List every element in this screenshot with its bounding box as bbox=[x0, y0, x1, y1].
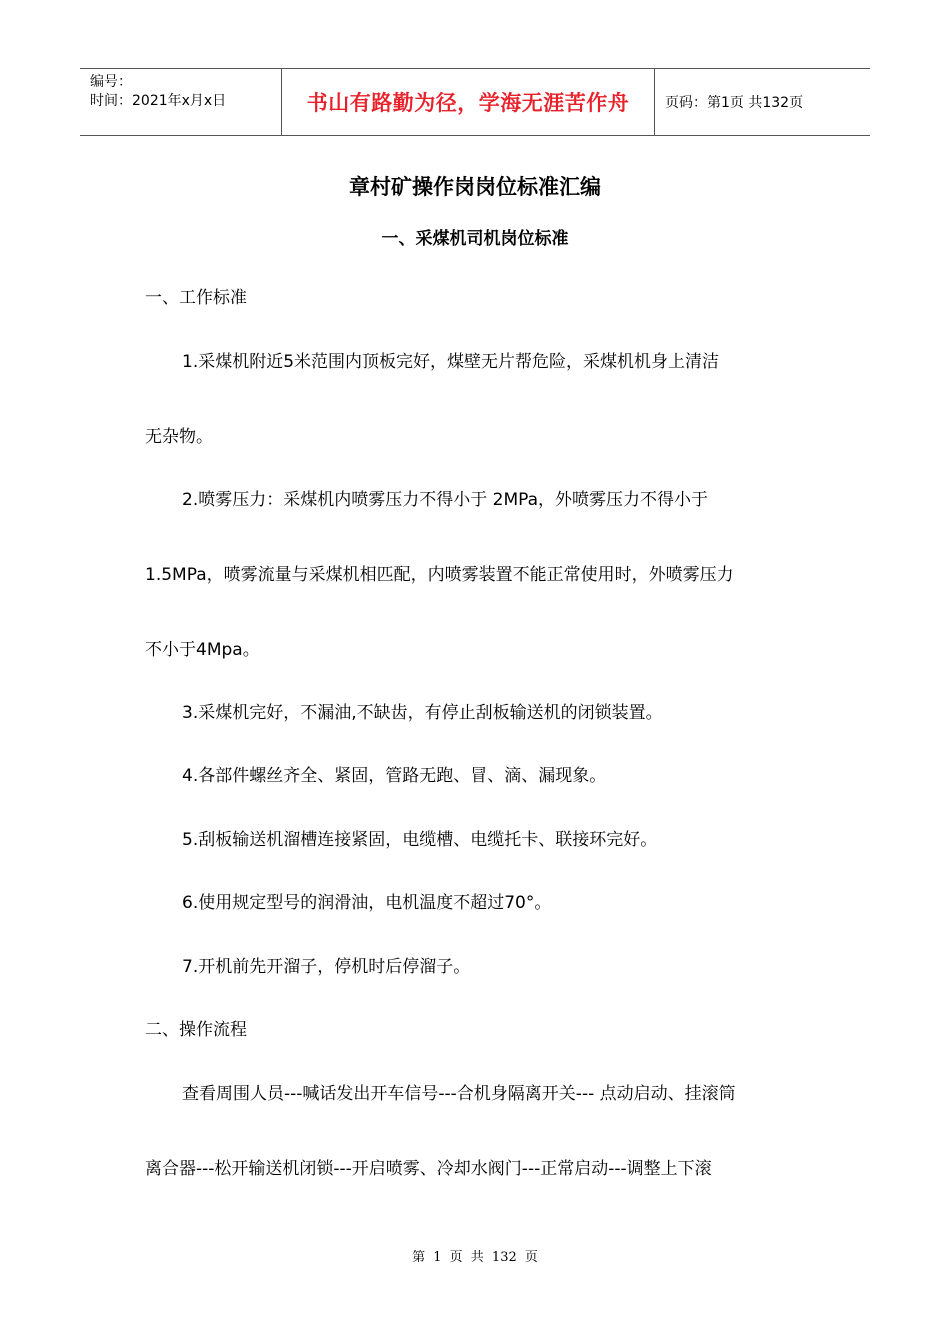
page-footer: 第 1 页 共 132 页 bbox=[412, 1250, 538, 1265]
section-heading-operation-flow: 二、操作流程 bbox=[145, 1020, 247, 1040]
paragraph-line: 6.使用规定型号的润滑油，电机温度不超过70°。 bbox=[182, 893, 552, 913]
document-title: 章村矿操作岗岗位标准汇编 bbox=[349, 175, 601, 199]
paragraph-line: 无杂物。 bbox=[145, 427, 213, 447]
paragraph-line: 4.各部件螺丝齐全、紧固，管路无跑、冒、滴、漏现象。 bbox=[182, 766, 607, 786]
header-table bbox=[80, 68, 870, 136]
paragraph-line: 离合器---松开输送机闭锁---开启喷雾、冷却水阀门---正常启动---调整上下滚 bbox=[145, 1159, 712, 1179]
document-subtitle: 一、采煤机司机岗位标准 bbox=[381, 229, 569, 249]
section-heading-work-standard: 一、工作标准 bbox=[145, 288, 247, 308]
motto-text: 书山有路勤为径，学海无涯苦作舟 bbox=[306, 91, 630, 115]
header-page-cell bbox=[655, 69, 870, 135]
paragraph-line: 2.喷雾压力：采煤机内喷雾压力不得小于 2MPa，外喷雾压力不得小于 bbox=[182, 490, 709, 510]
paragraph-line: 查看周围人员---喊话发出开车信号---合机身隔离开关--- 点动启动、挂滚筒 bbox=[182, 1084, 736, 1104]
paragraph-line: 1.5MPa，喷雾流量与采煤机相匹配，内喷雾装置不能正常使用时，外喷雾压力 bbox=[145, 565, 734, 585]
paragraph-line: 不小于4Mpa。 bbox=[145, 640, 260, 660]
paragraph-line: 1.采煤机附近5米范围内顶板完好，煤壁无片帮危险，采煤机机身上清洁 bbox=[182, 352, 720, 372]
page-info: 页码：第1页 共132页 bbox=[665, 95, 804, 111]
paragraph-line: 7.开机前先开溜子，停机时后停溜子。 bbox=[182, 957, 471, 977]
number-label: 编号： bbox=[90, 74, 132, 90]
paragraph-line: 3.采煤机完好，不漏油,不缺齿，有停止刮板输送机的闭锁装置。 bbox=[182, 703, 663, 723]
header-meta-cell bbox=[80, 69, 282, 135]
header-motto-cell bbox=[282, 69, 655, 135]
paragraph-line: 5.刮板输送机溜槽连接紧固，电缆槽、电缆托卡、联接环完好。 bbox=[182, 830, 658, 850]
time-label: 时间：2021年x月x日 bbox=[90, 93, 227, 109]
